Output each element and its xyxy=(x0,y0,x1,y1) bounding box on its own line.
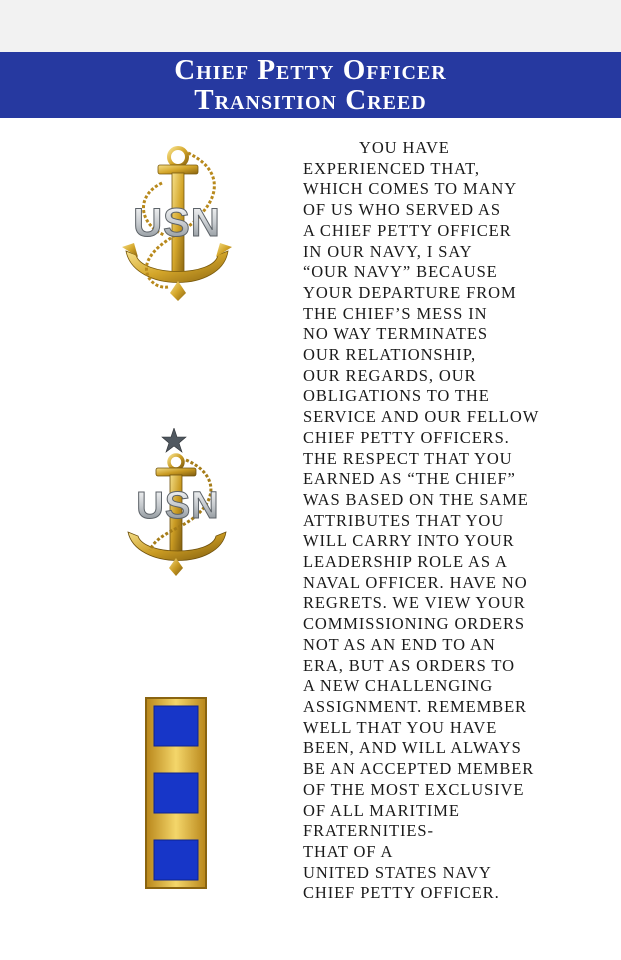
creed-line: EXPERIENCED THAT, xyxy=(303,158,480,178)
creed-line: FRATERNITIES- xyxy=(303,821,434,841)
creed-line: A CHIEF PETTY OFFICER xyxy=(303,220,512,240)
creed-line: WELL THAT YOU HAVE xyxy=(303,717,498,737)
title-line-1: Chief Petty Officer xyxy=(174,54,447,86)
creed-line: ATTRIBUTES THAT YOU xyxy=(303,510,505,530)
creed-line: ERA, BUT AS ORDERS TO xyxy=(303,655,515,675)
creed-line: OUR REGARDS, OUR xyxy=(303,365,477,385)
creed-line: SERVICE AND OUR FELLOW xyxy=(303,407,540,427)
title-line-2: Transition Creed xyxy=(194,84,427,116)
creed-line: YOUR DEPARTURE FROM xyxy=(303,282,517,302)
creed-line: THE CHIEF’S MESS IN xyxy=(303,303,488,323)
creed-line: THAT OF A xyxy=(303,841,394,861)
creed-line: WAS BASED ON THE SAME xyxy=(303,489,529,509)
creed-line: CHIEF PETTY OFFICER. xyxy=(303,883,500,903)
creed-line: NO WAY TERMINATES xyxy=(303,324,488,344)
usn-letters: USN xyxy=(136,485,220,527)
senior-chief-petty-officer-anchor-icon xyxy=(122,428,234,578)
creed-line: IN OUR NAVY, I SAY xyxy=(303,241,473,261)
top-margin xyxy=(0,0,621,52)
creed-line: REGRETS. WE VIEW YOUR xyxy=(303,593,526,613)
creed-line: WHICH COMES TO MANY xyxy=(303,179,518,199)
creed-line: OF ALL MARITIME xyxy=(303,800,460,820)
creed-line: EARNED AS “THE CHIEF” xyxy=(303,469,516,489)
creed-line: OF US WHO SERVED AS xyxy=(303,200,501,220)
creed-line: ASSIGNMENT. REMEMBER xyxy=(303,696,527,716)
page-title xyxy=(0,52,621,118)
creed-line: UNITED STATES NAVY xyxy=(303,862,492,882)
creed-line: A NEW CHALLENGING xyxy=(303,676,494,696)
creed-line: OBLIGATIONS TO THE xyxy=(303,386,490,406)
creed-text xyxy=(303,138,615,904)
creed-line: BE AN ACCEPTED MEMBER xyxy=(303,759,535,779)
creed-line: LEADERSHIP ROLE AS A xyxy=(303,552,508,572)
usn-letters: USN xyxy=(133,201,221,245)
creed-line: COMMISSIONING ORDERS xyxy=(303,614,525,634)
creed-line: NAVAL OFFICER. HAVE NO xyxy=(303,572,528,592)
warrant-officer-bar-icon xyxy=(145,697,207,889)
creed-line: WILL CARRY INTO YOUR xyxy=(303,531,515,551)
creed-line: OUR RELATIONSHIP, xyxy=(303,345,476,365)
creed-line: OF THE MOST EXCLUSIVE xyxy=(303,779,525,799)
creed-line: BEEN, AND WILL ALWAYS xyxy=(303,738,522,758)
creed-line: THE RESPECT THAT YOU xyxy=(303,448,513,468)
chief-petty-officer-anchor-icon xyxy=(118,143,236,305)
creed-line: NOT AS AN END TO AN xyxy=(303,634,496,654)
creed-line: CHIEF PETTY OFFICERS. xyxy=(303,427,510,447)
creed-line: “OUR NAVY” BECAUSE xyxy=(303,262,498,282)
creed-line: YOU HAVE xyxy=(359,138,450,157)
